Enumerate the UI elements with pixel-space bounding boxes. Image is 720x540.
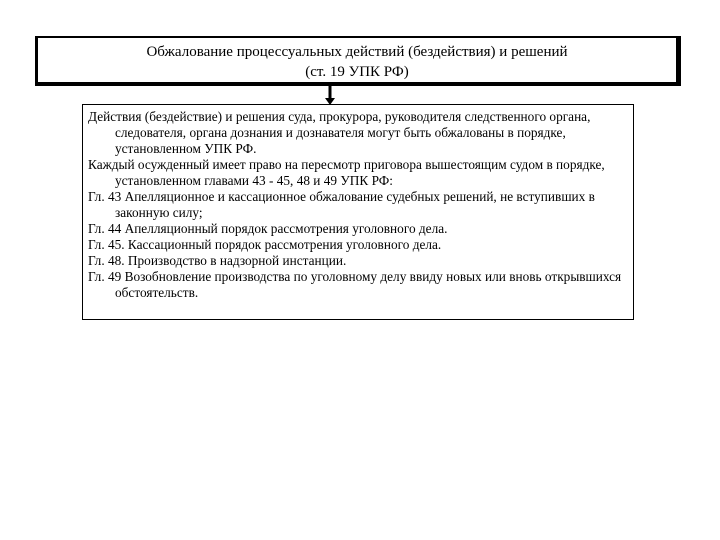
content-item-2: Каждый осужденный имеет право на пересмотр приговора вышестоящим судом в порядке, установленном главами 43 - 45, 48 и 49 УПК РФ: (88, 157, 605, 188)
content-item-5: Гл. 45. Кассационный порядок рассмотрения уголовного дела. (88, 237, 442, 252)
header-box (35, 36, 681, 86)
content-item-6: Гл. 48. Производство в надзорной инстанции. (88, 253, 347, 268)
content-item-3: Гл. 43 Апелляционное и кассационное обжалование судебных решений, не вступивших в законную силу; (88, 189, 595, 220)
header-title-line2: (ст. 19 УПК РФ) (305, 64, 409, 80)
content-item-4: Гл. 44 Апелляционный порядок рассмотрения уголовного дела. (88, 221, 448, 236)
content-item-7: Гл. 49 Возобновление производства по уголовному делу ввиду новых или вновь открывшихся обстоятельств. (88, 269, 622, 300)
connector-arrow (324, 86, 336, 106)
content-box (82, 104, 634, 320)
header-title-line1: Обжалование процессуальных действий (бездействия) и решений (146, 44, 568, 60)
content-item-1: Действия (бездействие) и решения суда, прокурора, руководителя следственного органа, следователя, органа дознания и дознавателя могут быть обжалованы в порядке, установленном УПК РФ. (88, 109, 591, 156)
